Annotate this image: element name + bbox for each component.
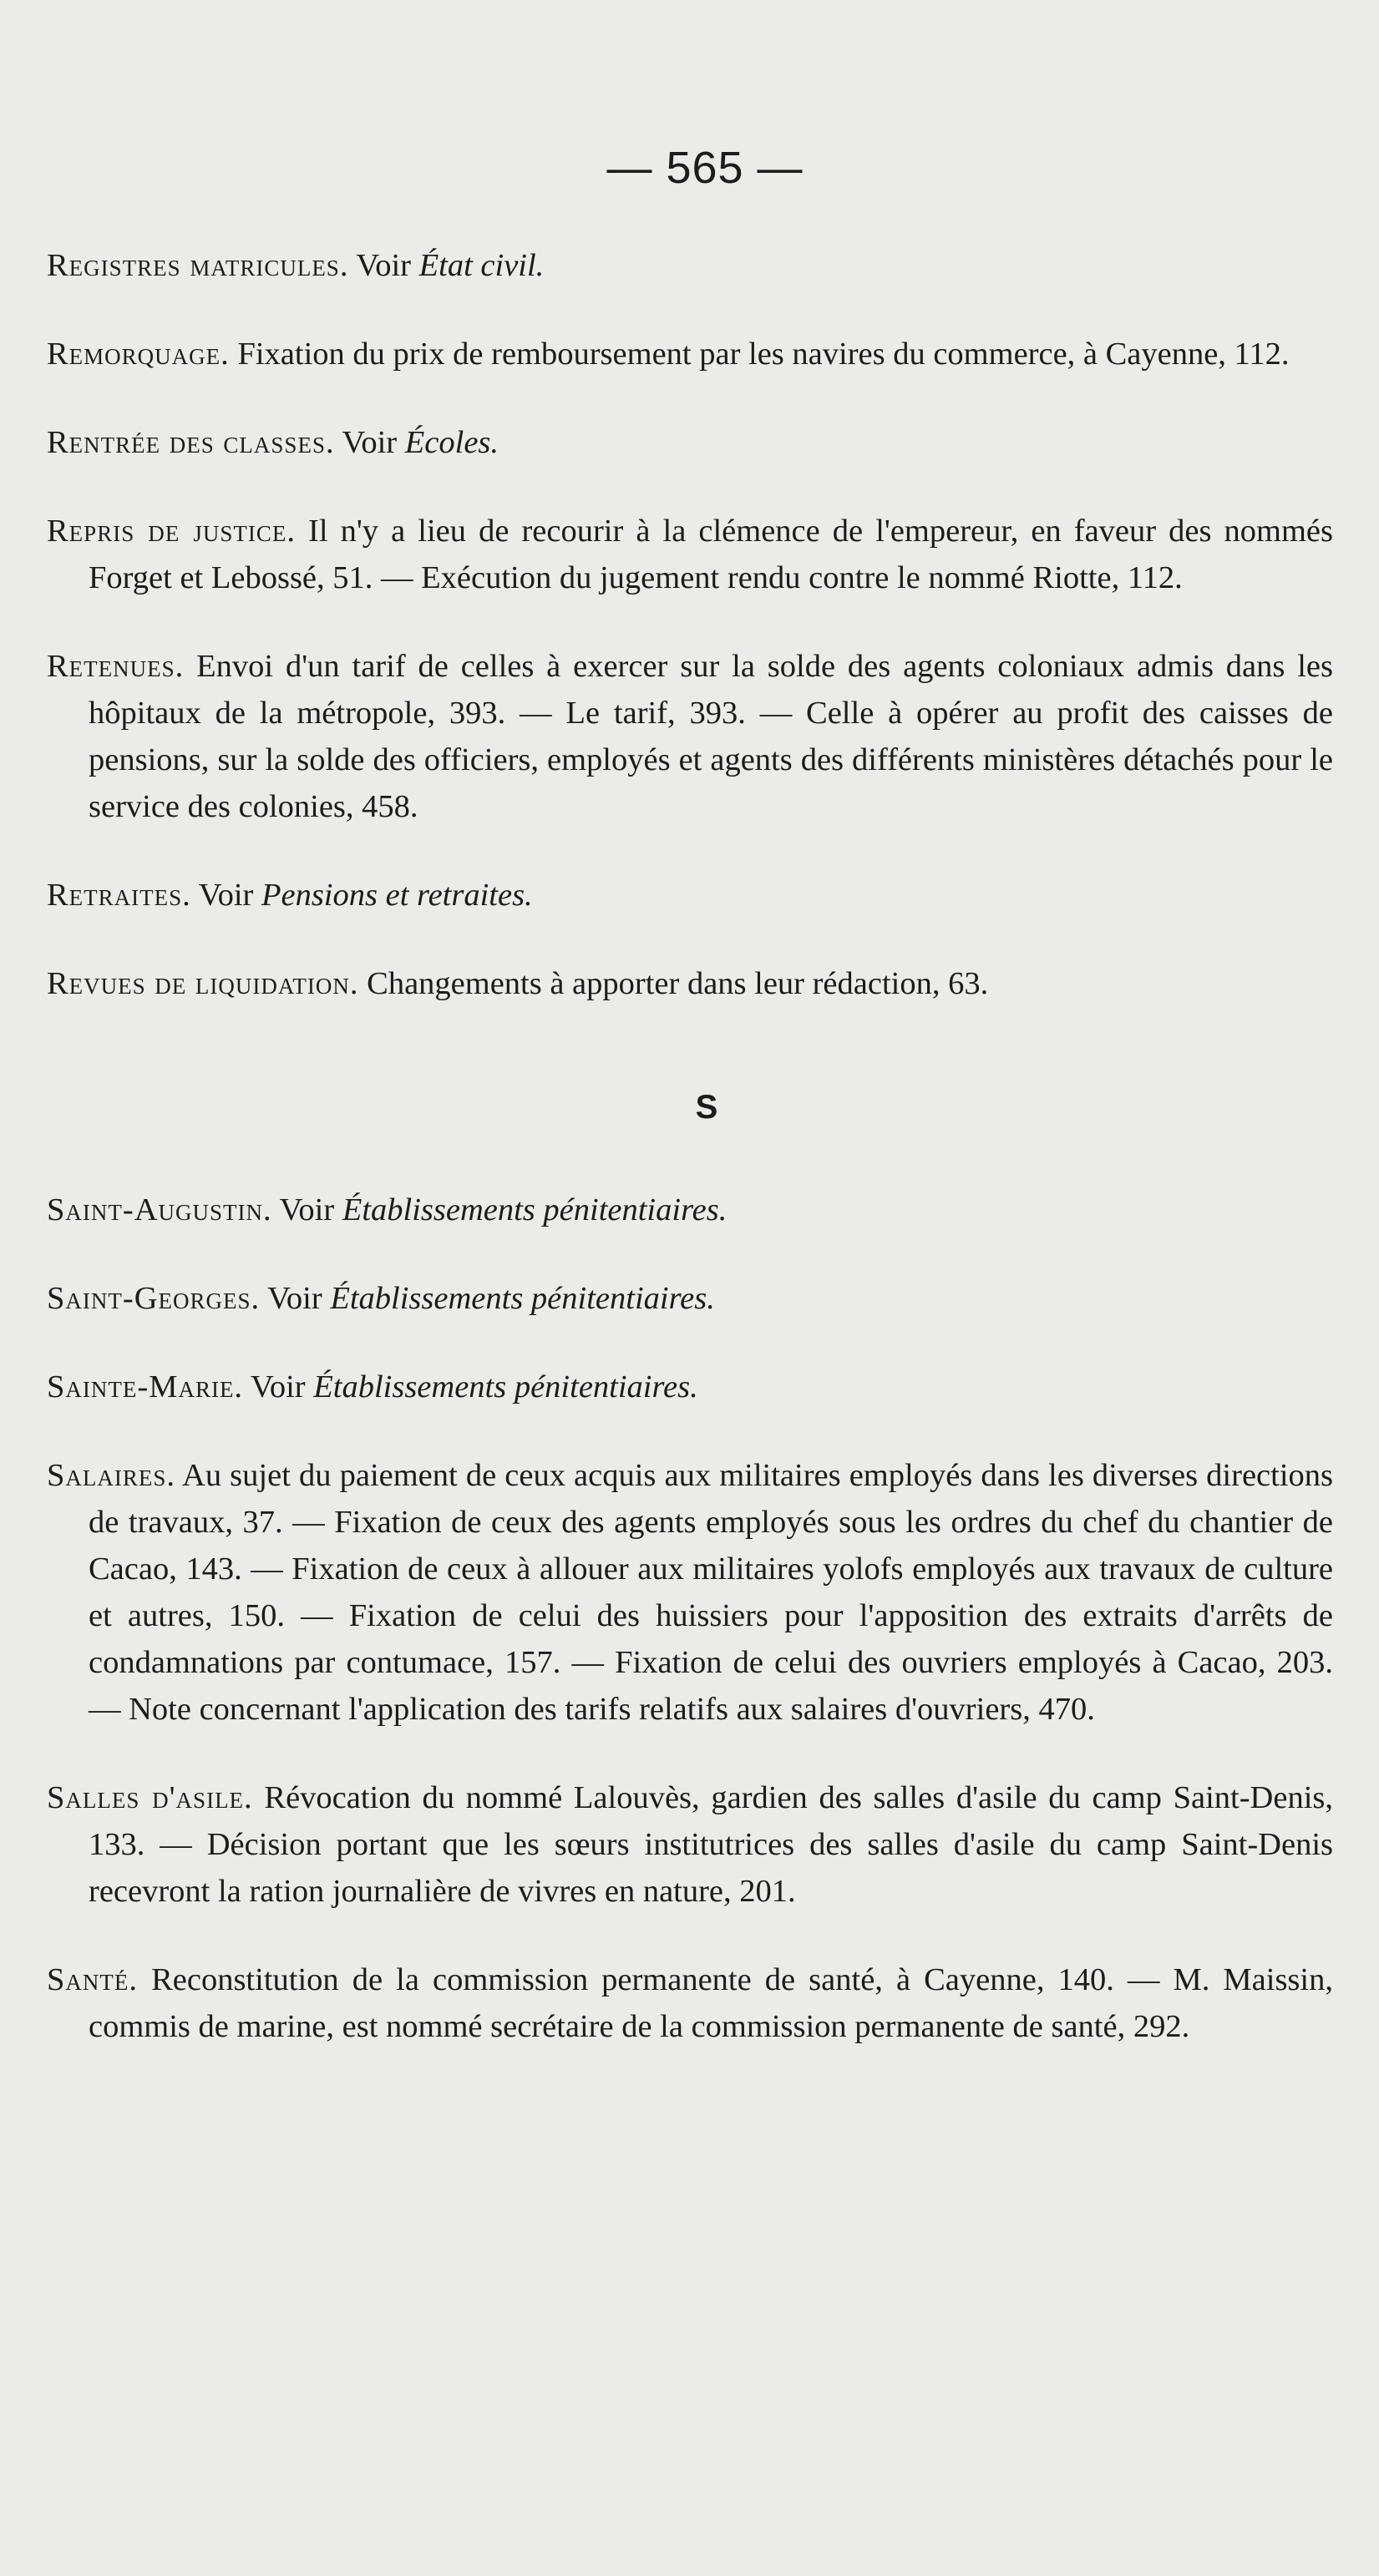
entry-text: Au sujet du paiement de ceux acquis aux militaires employés dans les diverses directions de travaux, 37. — Fixation de ceux des agents employés sous les ordres du chef du chantier de Cacao, 143. — Fixation de ceux à allouer aux militaires yolofs employés aux travaux de culture et autres, 150. — Fixation de celui des huissiers pour l'apposition des extraits d'arrêts de condamnations par contumace, 157. — Fixation de celui des ouvriers employés à Cacao, 203. — Note concernant l'application des tarifs relatifs aux salaires d'ouvriers, 470. bbox=[89, 1458, 1333, 1727]
index-entry bbox=[47, 1364, 1333, 1410]
index-entry bbox=[47, 1452, 1333, 1733]
index-entry bbox=[47, 960, 1333, 1007]
entry-text: Voir bbox=[271, 1192, 342, 1227]
entry-head: Salles d'asile. bbox=[47, 1780, 253, 1815]
entry-head: Revues de liquidation. bbox=[47, 966, 359, 1001]
index-entry bbox=[47, 643, 1333, 830]
section-letter-heading: S bbox=[695, 1089, 718, 1126]
entry-head: Retraites. bbox=[47, 878, 191, 913]
entries-s bbox=[47, 1187, 1333, 2050]
index-entry bbox=[47, 242, 1333, 289]
entry-see-reference: Pensions et retraites. bbox=[261, 878, 533, 913]
index-page bbox=[47, 142, 1333, 2092]
entries-r bbox=[47, 242, 1333, 1007]
entry-see-reference: Établissements pénitentiaires. bbox=[342, 1192, 728, 1227]
entry-head: Saint-Augustin. bbox=[47, 1192, 272, 1227]
index-entry bbox=[47, 1774, 1333, 1915]
entry-text: Voir bbox=[334, 425, 405, 460]
entry-text: Voir bbox=[243, 1369, 314, 1404]
entry-text: Fixation du prix de remboursement par les navires du commerce, à Cayenne, 112. bbox=[229, 337, 1290, 372]
entry-see-reference: Écoles. bbox=[404, 425, 499, 460]
entry-text: Voir bbox=[348, 248, 419, 283]
entry-see-reference: Établissements pénitentiaires. bbox=[313, 1369, 698, 1404]
page-number: — 565 — bbox=[606, 143, 804, 193]
entry-text: Changements à apporter dans leur rédaction, 63. bbox=[358, 966, 989, 1001]
entry-head: Registres matricules. bbox=[47, 248, 349, 283]
entry-text: Voir bbox=[190, 878, 261, 913]
index-entry bbox=[47, 419, 1333, 466]
entry-text: Révocation du nommé Lalouvès, gardien des salles d'asile du camp Saint-Denis, 133. — Décision portant que les sœurs institutrices des salles d'asile du camp Saint-Denis recevront la ration journalière de vivres en nature, 201. bbox=[89, 1780, 1333, 1909]
entry-see-reference: État civil. bbox=[418, 248, 545, 283]
index-entry bbox=[47, 1275, 1333, 1322]
entry-text: Il n'y a lieu de recourir à la clémence de l'empereur, en faveur des nommés Forget et Lebossé, 51. — Exécution du jugement rendu contre le nommé Riotte, 112. bbox=[89, 514, 1333, 595]
index-entry bbox=[47, 872, 1333, 919]
entry-head: Saint-Georges. bbox=[47, 1281, 261, 1316]
index-entry bbox=[47, 331, 1333, 377]
entry-head: Remorquage. bbox=[47, 337, 230, 372]
index-entry bbox=[47, 1956, 1333, 2050]
entry-head: Retenues. bbox=[47, 649, 185, 684]
entry-head: Repris de justice. bbox=[47, 514, 296, 549]
entry-head: Rentrée des classes. bbox=[47, 425, 335, 460]
entry-head: Sainte-Marie. bbox=[47, 1369, 244, 1404]
entry-text: Envoi d'un tarif de celles à exercer sur la solde des agents coloniaux admis dans les hôpitaux de la métropole, 393. — Le tarif, 393. — Celle à opérer au profit des caisses de pensions, sur la solde des officiers, employés et agents des différents ministères détachés pour le service des colonies, 458. bbox=[89, 649, 1333, 824]
entry-text: Reconstitution de la commission permanente de santé, à Cayenne, 140. — M. Maissin, commis de marine, est nommé secrétaire de la commission permanente de santé, 292. bbox=[89, 1962, 1333, 2044]
entry-head: Salaires. bbox=[47, 1458, 176, 1493]
entry-see-reference: Établissements pénitentiaires. bbox=[330, 1281, 715, 1316]
index-entry bbox=[47, 508, 1333, 601]
index-entry bbox=[47, 1187, 1333, 1233]
entry-text: Voir bbox=[260, 1281, 331, 1316]
entry-head: Santé. bbox=[47, 1962, 139, 1997]
